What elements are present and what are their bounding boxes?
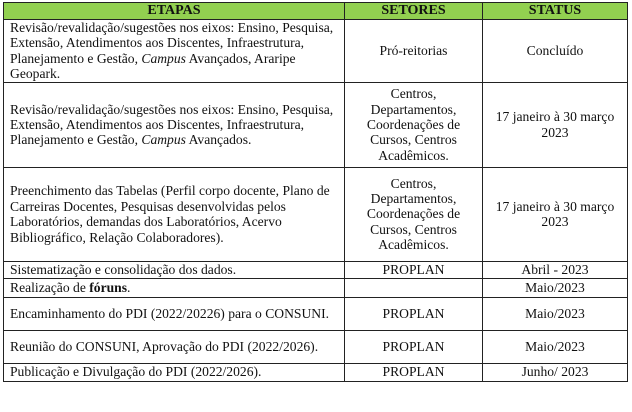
setor-cell: PROPLAN [345,330,483,363]
etapa-italic-text: Campus [141,132,186,148]
header-status: STATUS [483,3,628,20]
status-cell: Maio/2023 [483,330,628,363]
table-row [4,82,628,167]
etapa-cell: Sistematização e consolidação dos dados. [4,261,345,278]
etapa-text-end: Avançados. [185,132,252,148]
etapa-cell: Publicação e Divulgação do PDI (2022/2026). [4,363,345,381]
header-row [4,3,628,20]
status-cell: Junho/ 2023 [483,363,628,381]
setor-cell: PROPLAN [345,363,483,381]
header-setores: SETORES [345,3,483,20]
status-cell: Abril - 2023 [483,261,628,278]
status-cell: Maio/2023 [483,297,628,330]
table-row [4,167,628,261]
table-row [4,261,628,278]
etapa-text-end: . [127,279,131,295]
table-row [4,20,628,83]
etapa-text: Realização de [10,279,90,295]
status-cell: Concluído [483,20,628,83]
etapa-cell: Preenchimento das Tabelas (Perfil corpo docente, Plano de Carreiras Docentes, Pesquisas desenvolvidas pelos Laboratórios, demandas dos Laboratórios, Acervo Bibliográfico, Relação Colaboradores). [4,167,345,261]
table-row [4,330,628,363]
etapa-text: Revisão/revalidação/sugestões nos eixos: Ensino, Pesquisa, Extensão, Atendimentos aos Discentes, Infraestrutura, Planejamento e Gestão, [10,20,334,66]
setor-cell: Centros, Departamentos, Coordenações de Cursos, Centros Acadêmicos. [345,82,483,167]
header-etapas: ETAPAS [4,3,345,20]
table-row [4,363,628,381]
etapa-cell: Encaminhamento do PDI (2022/20226) para o CONSUNI. [4,297,345,330]
status-cell: 17 janeiro à 30 março 2023 [483,167,628,261]
schedule-table [3,2,628,382]
setor-cell: Pró-reitorias [345,20,483,83]
etapa-italic-text: Campus [141,50,186,66]
status-cell: 17 janeiro à 30 março 2023 [483,82,628,167]
etapa-cell [4,20,345,83]
etapa-text: Revisão/revalidação/sugestões nos eixos: Ensino, Pesquisa, Extensão, Atendimentos aos Discentes, Infraestrutura, Planejamento e Gestão, [10,101,334,148]
setor-cell [345,278,483,297]
etapa-text-end: Avançados, Araripe Geopark. [10,50,296,82]
setor-cell: PROPLAN [345,261,483,278]
table-row [4,297,628,330]
status-cell: Maio/2023 [483,278,628,297]
etapa-cell [4,82,345,167]
etapa-cell: Reunião do CONSUNI, Aprovação do PDI (2022/2026). [4,330,345,363]
table-row [4,278,628,297]
setor-cell: Centros, Departamentos, Coordenações de Cursos, Centros Acadêmicos. [345,167,483,261]
etapa-cell [4,278,345,297]
etapa-bold-text: fóruns [89,279,128,295]
setor-cell: PROPLAN [345,297,483,330]
